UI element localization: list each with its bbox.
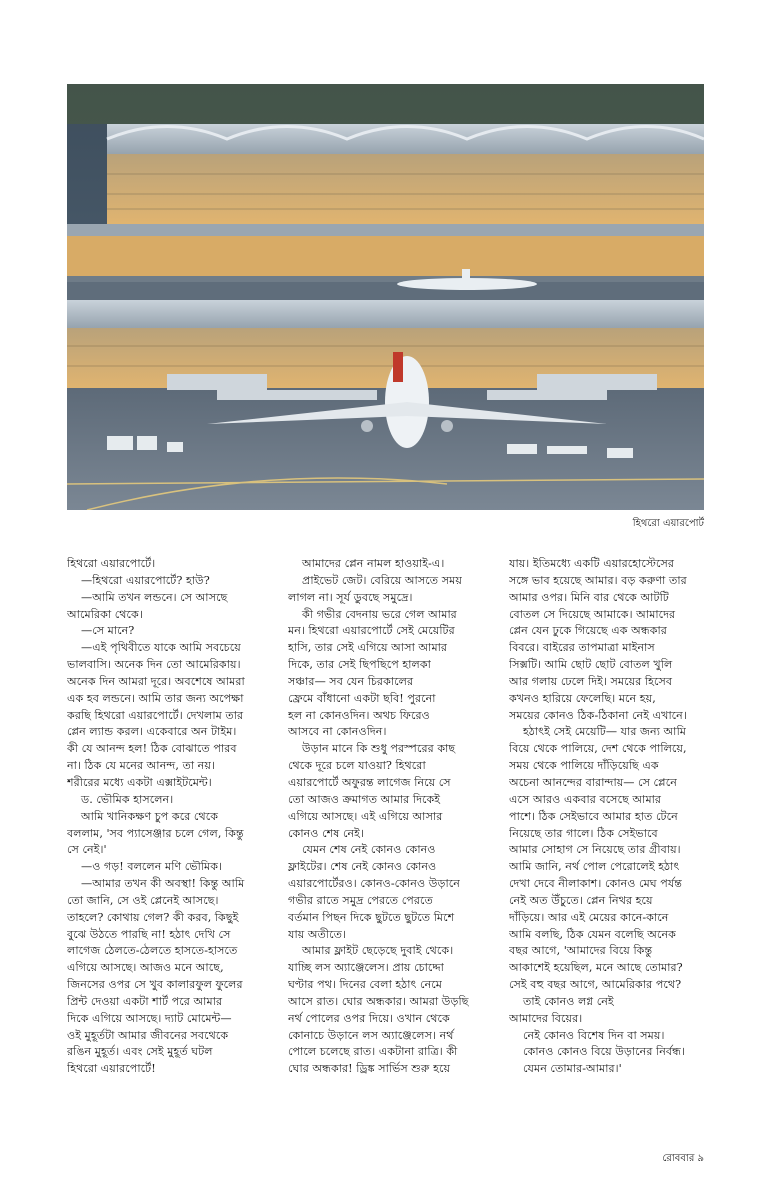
text-line: হিথরো এয়ারপোর্টে! [67,1062,156,1076]
text-line: ওই মুহূর্তটা আমার জীবনের সবথেকে [67,1028,229,1042]
text-line: এগিয়ে আসছে। এই এগিয়ে আসার [288,809,443,823]
text-line: পাশে। ঠিক সেইভাবে আমার হাত টেনে [509,809,678,823]
text-line: দিকে এগিয়ে আসছে। দ্যাট মোমেন্ট— [67,1011,232,1025]
text-line: যেমন শেষ নেই কোনও কোনও [302,843,436,857]
text-line: তাহলে? কোথায় গেল? কী করব, কিছুই [67,910,239,924]
text-line: ভালবাসি। অনেক দিন তো আমেরিকায়। [67,658,241,672]
text-line: পোলে চলেছে রাত। একটানা রাত্রি। কী [288,1045,458,1059]
text-line: প্লেন যেন ঢুকে গিয়েছে এক অন্ধকার [509,624,667,638]
text-line: —এই পৃথিবীতে যাকে আমি সবচেয়ে [81,641,241,655]
text-line: আমি খানিকক্ষণ চুপ করে থেকে [81,809,219,823]
text-line: সঞ্চার— সব যেন চিরকালের [288,674,414,688]
text-line: নর্থ পোলের ওপর দিয়ে। ওখান থেকে [288,1011,450,1025]
text-line: —আমি তখন লন্ডনে। সে আসছে [81,590,228,604]
text-line: আমার ওপর। মিনি বার থেকে আটটি [509,590,669,604]
text-line: সে নেই।' [67,843,107,857]
text-line: এয়ারপোর্টে অফুরন্ত লাগেজ নিয়ে সে [288,775,451,789]
text-line: দিকে, তার সেই ছিপছিপে হালকা [288,658,431,672]
text-line: যেমন তোমার-আমার।' [523,1062,622,1076]
text-line: ফ্রেমে বাঁধানো একটা ছবি! পুরনো [288,691,436,705]
text-line: আমাদের প্লেন নামল হাওয়াই-এ। [302,557,445,570]
text-line: নেই অত উঁচুতে। প্লেন নিথর হয়ে [509,893,653,907]
text-line: কখনও হারিয়ে ফেলেছি। মনে হয়, [509,691,656,705]
text-line: কোনও শেষ নেই। [288,826,364,840]
page-footer: রোববার ৯ [662,1153,704,1164]
text-line: শরীরের মধ্যে একটা এক্সাইটমেন্ট। [67,775,212,789]
text-line: তাই কোনও লগ্ন নেই [523,994,614,1008]
text-line: বললাম, 'সব প্যাসেঞ্জার চলে গেল, কিন্তু [67,826,244,840]
text-column-2 [288,556,481,1086]
text-line: আমার ফ্লাইট ছেড়েছে দুবাই থেকে। [302,944,454,958]
text-line: আমার সোহাগ সে নিয়েছে তার গ্রীবায়। [509,843,681,857]
text-line: —সে মানে? [81,624,135,638]
text-line: জিনসের ওপর সে খুব কালারফুল ফুলের [67,978,243,992]
text-line: প্রাইভেট জেট। বেরিয়ে আসতে সময় [302,573,462,587]
text-line: সময় থেকে পালিয়ে দাঁড়িয়েছি এক [509,759,659,773]
text-line: বিয়ে থেকে পালিয়ে, দেশ থেকে পালিয়ে, [509,742,687,756]
text-line: বছর আগে, 'আমাদের বিয়ে কিন্তু [509,944,653,958]
text-line: আমি জানি, নর্থ পোল পেরোলেই হঠাৎ [509,860,680,874]
text-line: বিবরে। বাইরের তাপমাত্রা মাইনাস [509,641,655,655]
text-line: তো আজও ক্রমাগত আমার দিকেই [288,792,441,806]
text-line: নেই কোনও বিশেষ দিন বা সময়। [523,1028,665,1042]
text-line: —হিথরো এয়ারপোর্টে? হাউ? [81,573,210,587]
text-line: লাগল না। সূর্য ডুবছে সমুদ্রে। [288,590,413,604]
text-line: নিয়েছে তার গালে। ঠিক সেইভাবে [509,826,658,840]
text-line: অনেক দিন আমরা দূরে। অবশেষে আমরা [67,674,245,688]
text-line: তো জানি, সে ওই প্লেনেই আসছে। [67,893,219,907]
text-line: ফ্লাইটের। শেষ নেই কোনও কোনও [288,860,437,874]
photo-caption: হিথরো এয়ারপোর্ট [632,518,704,529]
text-line: সময়ের কোনও ঠিক-ঠিকানা নেই এখানে। [509,708,687,722]
text-line: দেখা দেবে নীলাকাশ। কোনও মেঘ পর্যন্ত [509,877,683,891]
text-line: কোনও কোনও বিয়ে উড়ানের নির্বন্ধ। [523,1045,686,1059]
text-line: যাচ্ছি লস অ্যাঞ্জেলেস। প্রায় চোদ্দো [288,961,444,975]
text-line: আসে রাত। ঘোর অন্ধকার। আমরা উড়ছি [288,994,469,1008]
text-line: উড়ান মানে কি শুধু পরস্পরের কাছ [302,742,456,756]
text-line: সিক্সটি। আমি ছোট ছোট বোতল খুলি [509,658,673,672]
text-line: ঘণ্টার পথ। দিনের বেলা হঠাৎ নেমে [288,978,442,992]
text-line: এসে আরও একবার বসেছে আমার [509,792,662,806]
text-line: করছি হিথরো এয়ারপোর্টে। দেখলাম তার [67,708,244,722]
text-line: কী যে আনন্দ হল! ঠিক বোঝাতে পারব [67,742,237,756]
text-line: প্লেন ল্যান্ড করল। একেবারে অন টাইম। [67,725,237,739]
text-line: মন। হিথরো এয়ারপোর্টে সেই মেয়েটির [288,624,455,638]
text-line: সেই বহু বছর আগে, আমেরিকার পথে? [509,978,682,992]
text-line: হাসি, তার সেই এগিয়ে আসা আমার [288,641,448,655]
text-line: এক হব লন্ডনে। আমি তার জন্য অপেক্ষা [67,691,244,705]
text-line: রঙিন মুহূর্ত। এবং সেই মুহূর্ত ঘটল [67,1045,213,1059]
text-line: আমি বলছি, ঠিক যেমন বলেছি অনেক [509,927,676,941]
text-line: —আমার তখন কী অবস্থা! কিন্তু আমি [81,877,245,891]
text-line: লাগেজ ঠেলতে-ঠেলতে হাসতে-হাসতে [67,944,238,958]
text-line: হল না কোনওদিন। অথচ ফিরেও [288,708,430,722]
text-line: ড. ভৌমিক হাসলেন। [81,792,174,806]
text-line: হিথরো এয়ারপোর্টে। [67,557,156,570]
text-line: হঠাৎই সেই মেয়েটি— যার জন্য আমি [523,725,686,739]
text-line: দাঁড়িয়ে। আর এই মেয়ের কানে-কানে [509,910,669,924]
text-line: যায়। ইতিমধ্যে একটি এয়ারহোস্টেসের [509,557,675,570]
text-column-1 [67,556,260,1086]
text-column-3 [509,556,702,1086]
text-line: আসবে না কোনওদিন। [288,725,387,739]
text-line: যায় অতীতে। [288,927,347,941]
text-line: বুঝে উঠতে পারছি না! হঠাৎ দেখি সে [67,927,231,941]
text-line: গভীর রাতে সমুদ্র পেরতে পেরতে [288,893,433,907]
text-line: আমাদের বিয়ের। [509,1011,583,1025]
text-line: থেকে দূরে চলে যাওয়া? হিথরো [288,759,426,773]
airport-terminal-photo-image [67,84,704,510]
text-line: অচেনা আনন্দের বারান্দায়— সে প্লেনে [509,775,677,789]
text-line: সঙ্গে ভাব হয়েছে আমার। বড় করুণা তার [509,573,687,587]
text-line: প্রিন্ট দেওয়া একটা শার্ট পরে আমার [67,994,223,1008]
text-line: না। ঠিক যে মনের আনন্দ, তা নয়। [67,759,215,773]
text-line: বর্তমান পিছন দিকে ছুটতে ছুটতে মিশে [288,910,455,924]
airport-photo [67,84,704,510]
text-line: কী গভীর বেদনায় ভরে গেল আমার [302,607,457,621]
text-line: আমেরিকা থেকে। [67,607,143,621]
text-line: —ও গড়! বললেন মণি ভৌমিক। [81,860,223,874]
text-line: বোতল সে দিয়েছে আমাকে। আমাদের [509,607,676,621]
text-line: আর গলায় ঢেলে দিই। সময়ের হিসেব [509,674,673,688]
text-line: এয়ারপোর্টেরও। কোনও-কোনও উড়ানে [288,877,460,891]
text-line: আকাশেই হয়েছিল, মনে আছে তোমার? [509,961,683,975]
text-line: কোনাচে উড়ানে লস অ্যাঞ্জেলেস। নর্থ [288,1028,454,1042]
text-line: এগিয়ে আসছে। আজও মনে আছে, [67,961,224,975]
text-line: ঘোর অন্ধকার! ড্রিঙ্ক সার্ভিস শুরু হয়ে [288,1062,451,1076]
